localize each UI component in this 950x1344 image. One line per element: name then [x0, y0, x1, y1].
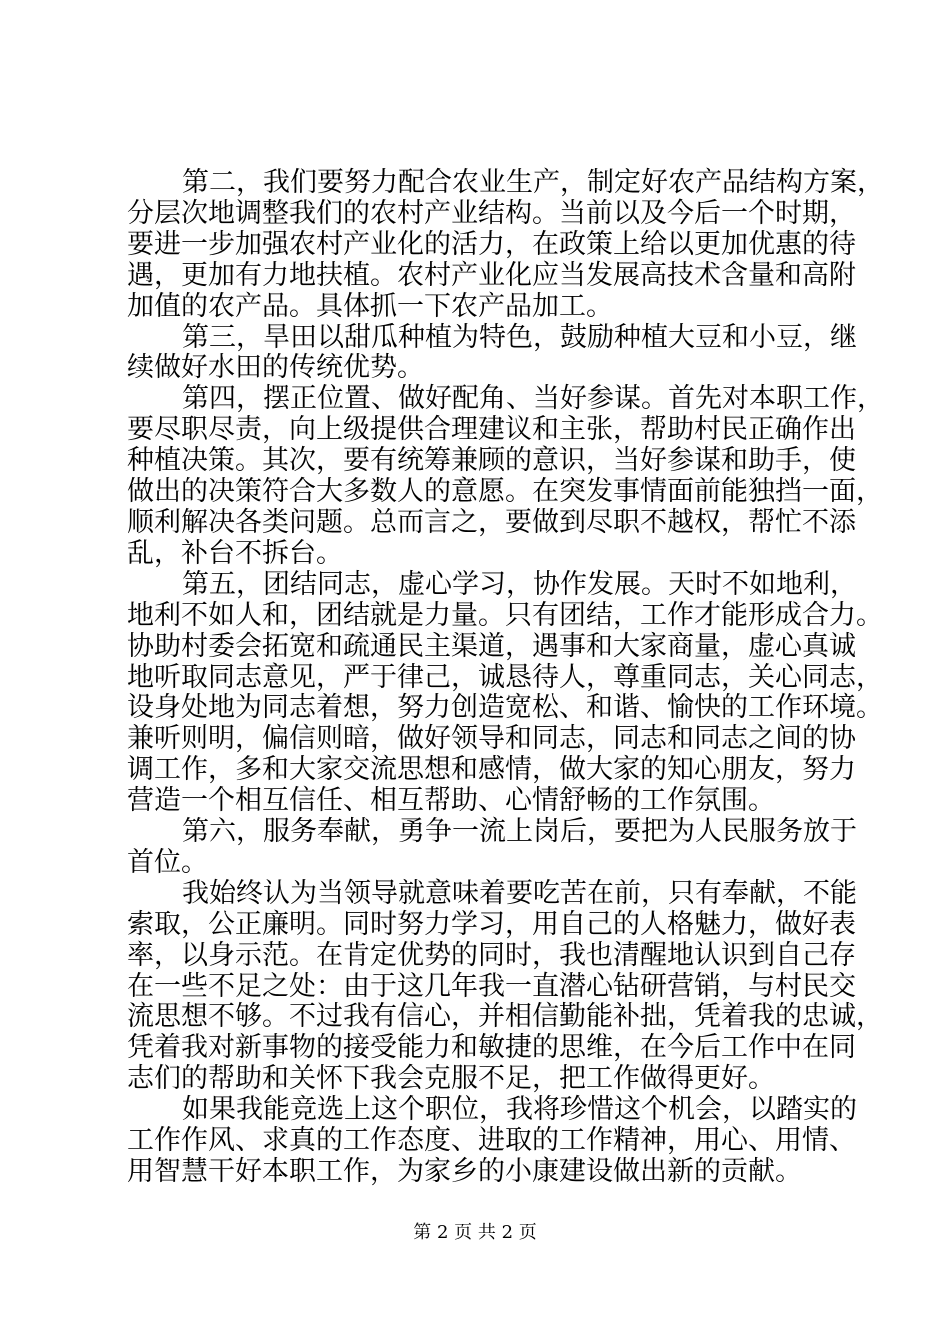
text-line: 凭着我对新事物的接受能力和敏捷的思维，在今后工作中在同: [127, 1032, 856, 1063]
text-line: 流思想不够。不过我有信心，并相信勤能补拙，凭着我的忠诚，: [127, 1001, 883, 1032]
text-line: 遇，更加有力地扶植。农村产业化应当发展高技术含量和高附: [127, 260, 856, 291]
text-line: 设身处地为同志着想，努力创造宽松、和谐、愉快的工作环境。: [127, 692, 883, 723]
text-line: 索取，公正廉明。同时努力学习，用自己的人格魅力，做好表: [127, 909, 856, 940]
text-line: 兼听则明，偏信则暗，做好领导和同志，同志和同志之间的协: [127, 723, 856, 754]
text-line: 续做好水田的传统优势。: [127, 352, 424, 383]
text-line: 我始终认为当领导就意味着要吃苦在前，只有奉献，不能: [182, 878, 857, 909]
text-line: 要尽职尽责，向上级提供合理建议和主张，帮助村民正确作出: [127, 414, 856, 445]
text-line: 第四，摆正位置、做好配角、当好参谋。首先对本职工作，: [182, 383, 884, 414]
text-line: 率，以身示范。在肯定优势的同时，我也清醒地认识到自己存: [127, 940, 856, 971]
text-line: 第六，服务奉献，勇争一流上岗后，要把为人民服务放于: [182, 816, 857, 847]
text-line: 用智慧干好本职工作，为家乡的小康建设做出新的贡献。: [127, 1156, 802, 1187]
page-footer: 第 2 页 共 2 页: [413, 1222, 537, 1243]
text-line: 如果我能竞选上这个职位，我将珍惜这个机会，以踏实的: [182, 1094, 857, 1125]
text-line: 种植决策。其次，要有统筹兼顾的意识，当好参谋和助手，使: [127, 445, 856, 476]
text-line: 乱，补台不拆台。: [127, 538, 343, 569]
text-line: 加值的农产品。具体抓一下农产品加工。: [127, 291, 613, 322]
text-line: 地利不如人和，团结就是力量。只有团结，工作才能形成合力。: [127, 600, 883, 631]
text-line: 工作作风、求真的工作态度、进取的工作精神，用心、用情、: [127, 1125, 856, 1156]
text-line: 地听取同志意见，严于律己，诚恳待人，尊重同志，关心同志，: [127, 662, 883, 693]
text-line: 第二，我们要努力配合农业生产，制定好农产品结构方案，: [182, 167, 884, 198]
text-line: 志们的帮助和关怀下我会克服不足，把工作做得更好。: [127, 1063, 775, 1094]
text-line: 营造一个相互信任、相互帮助、心情舒畅的工作氛围。: [127, 785, 775, 816]
text-line: 调工作，多和大家交流思想和感情，做大家的知心朋友，努力: [127, 754, 856, 785]
text-line: 第五，团结同志，虚心学习，协作发展。天时不如地利，: [182, 569, 857, 600]
text-line: 要进一步加强农村产业化的活力，在政策上给以更加优惠的待: [127, 229, 856, 260]
text-line: 第三，旱田以甜瓜种植为特色，鼓励种植大豆和小豆，继: [182, 322, 857, 353]
text-line: 分层次地调整我们的农村产业结构。当前以及今后一个时期，: [127, 198, 856, 229]
text-line: 首位。: [127, 847, 208, 878]
text-line: 在一些不足之处：由于这几年我一直潜心钻研营销，与村民交: [127, 971, 856, 1002]
text-line: 顺利解决各类问题。总而言之，要做到尽职不越权，帮忙不添: [127, 507, 856, 538]
text-line: 做出的决策符合大多数人的意愿。在突发事情面前能独挡一面，: [127, 476, 883, 507]
text-line: 协助村委会拓宽和疏通民主渠道，遇事和大家商量，虚心真诚: [127, 631, 856, 662]
